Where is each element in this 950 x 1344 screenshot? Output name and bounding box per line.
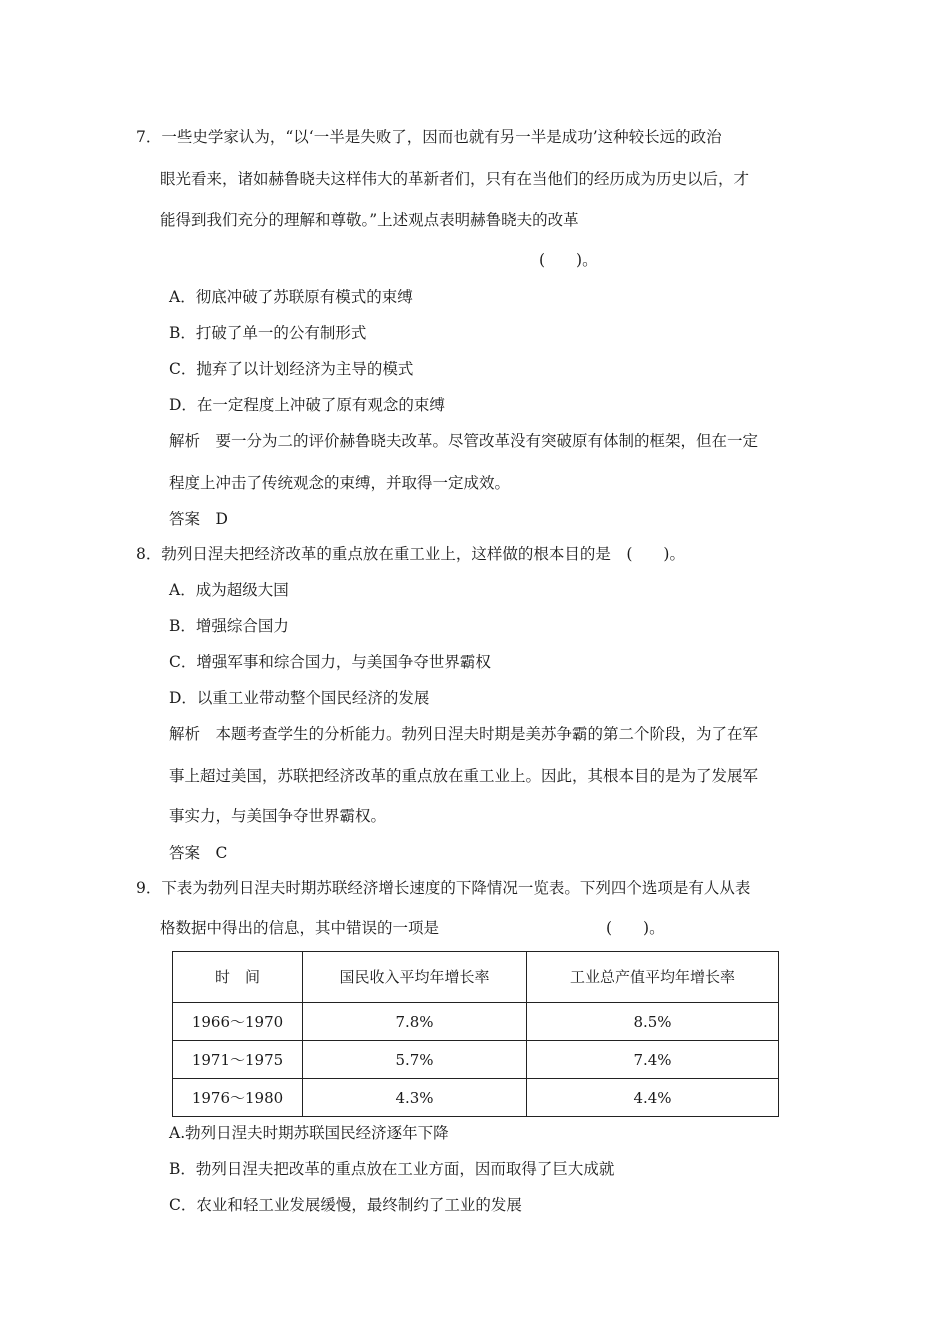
q7-option-c: C．抛弃了以计划经济为主导的模式 [169, 360, 414, 378]
q8-option-c: C．增强军事和综合国力，与美国争夺世界霸权 [169, 653, 491, 671]
q9-option-a: A.勃列日涅夫时期苏联国民经济逐年下降 [169, 1124, 449, 1142]
q8-option-d: D．以重工业带动整个国民经济的发展 [169, 689, 430, 707]
table-cell-period: 1976～1980 [173, 1079, 303, 1117]
q9-option-b: B．勃列日涅夫把改革的重点放在工业方面，因而取得了巨大成就 [169, 1160, 615, 1178]
q9-option-c: C．农业和轻工业发展缓慢，最终制约了工业的发展 [169, 1196, 522, 1214]
q9-answer-blank: ( )。 [606, 919, 665, 937]
q7-option-d: D．在一定程度上冲破了原有观念的束缚 [169, 396, 445, 414]
q7-stem-line-1: 7．一些史学家认为，“以‘一半是失败了，因而也就有另一半是成功’这种较长远的政治 [136, 128, 722, 146]
table-cell-industry-growth: 7.4% [527, 1041, 779, 1079]
q7-option-a: A．彻底冲破了苏联原有模式的束缚 [169, 288, 413, 306]
q7-analysis-line-2: 程度上冲击了传统观念的束缚，并取得一定成效。 [169, 474, 511, 492]
growth-rate-table [172, 951, 779, 1117]
table-row [173, 1003, 779, 1041]
q8-answer: 答案 C [169, 844, 228, 862]
q8-stem: 8．勃列日涅夫把经济改革的重点放在重工业上，这样做的根本目的是 ( )。 [136, 545, 685, 563]
table-header-income-growth: 国民收入平均年增长率 [303, 952, 527, 1003]
q9-stem-line-1: 9．下表为勃列日涅夫时期苏联经济增长速度的下降情况一览表。下列四个选项是有人从表 [136, 879, 751, 897]
table-cell-industry-growth: 8.5% [527, 1003, 779, 1041]
q8-option-b: B．增强综合国力 [169, 617, 289, 635]
q8-option-a: A．成为超级大国 [169, 581, 289, 599]
q8-analysis-line-1: 解析 本题考查学生的分析能力。勃列日涅夫时期是美苏争霸的第二个阶段，为了在军 [169, 725, 759, 743]
q7-stem-line-3: 能得到我们充分的理解和尊敬。”上述观点表明赫鲁晓夫的改革 [160, 211, 579, 229]
table-header-row [173, 952, 779, 1003]
q7-analysis-line-1: 解析 要一分为二的评价赫鲁晓夫改革。尽管改革没有突破原有体制的框架，但在一定 [169, 432, 759, 450]
q8-analysis-line-2: 事上超过美国，苏联把经济改革的重点放在重工业上。因此，其根本目的是为了发展军 [169, 767, 759, 785]
q7-answer: 答案 D [169, 510, 228, 528]
table-header-period: 时 间 [173, 952, 303, 1003]
q7-option-b: B．打破了单一的公有制形式 [169, 324, 367, 342]
table-row [173, 1041, 779, 1079]
q8-analysis-line-3: 事实力，与美国争夺世界霸权。 [169, 807, 387, 825]
table-cell-industry-growth: 4.4% [527, 1079, 779, 1117]
table-cell-income-growth: 5.7% [303, 1041, 527, 1079]
table-row [173, 1079, 779, 1117]
table-cell-income-growth: 7.8% [303, 1003, 527, 1041]
q7-answer-blank: ( )。 [539, 251, 598, 269]
table-cell-income-growth: 4.3% [303, 1079, 527, 1117]
q7-stem-line-2: 眼光看来，诸如赫鲁晓夫这样伟大的革新者们，只有在当他们的经历成为历史以后，才 [160, 170, 750, 188]
table-header-industry-growth: 工业总产值平均年增长率 [527, 952, 779, 1003]
table-cell-period: 1971～1975 [173, 1041, 303, 1079]
q9-stem-line-2: 格数据中得出的信息，其中错误的一项是 [160, 919, 440, 937]
table-cell-period: 1966～1970 [173, 1003, 303, 1041]
